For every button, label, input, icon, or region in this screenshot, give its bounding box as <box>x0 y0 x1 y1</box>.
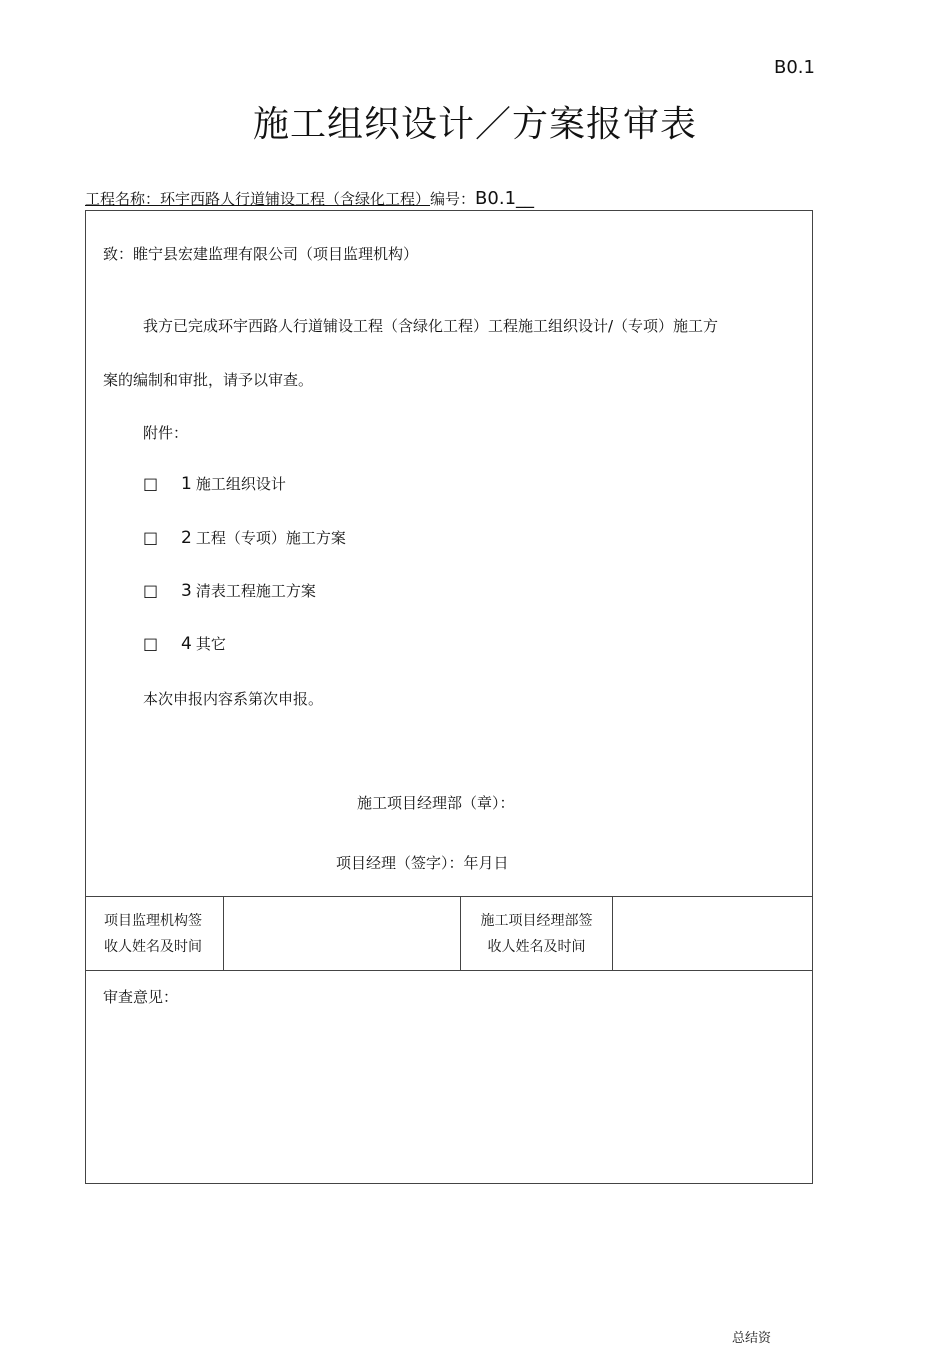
contractor-receipt-field[interactable] <box>613 897 812 970</box>
attachment-text: 清表工程施工方案 <box>195 582 316 600</box>
attachment-label <box>181 527 346 548</box>
submission-note: 本次申报内容系第次申报。 <box>143 690 324 708</box>
project-line <box>85 188 534 209</box>
supervisor-receipt-label: 项目监理机构签 收人姓名及时间 <box>104 913 202 955</box>
form-code: B0.1 <box>774 57 815 78</box>
attachment-label <box>181 580 316 601</box>
attachments-label: 附件： <box>143 424 189 442</box>
checkbox-icon[interactable]: □ <box>143 581 159 600</box>
supervisor-receipt-field[interactable] <box>224 897 460 970</box>
attachment-number: 3 <box>181 581 192 601</box>
attachment-number: 1 <box>181 474 192 494</box>
attachment-number: 2 <box>181 528 192 548</box>
attachment-text: 工程（专项）施工方案 <box>195 529 346 547</box>
attachment-label <box>181 473 286 494</box>
attachment-text: 其它 <box>195 635 226 653</box>
attachment-label <box>181 633 226 654</box>
contractor-receipt-label: 施工项目经理部签 收人姓名及时间 <box>480 913 593 955</box>
addressee-line: 致：睢宁县宏建监理有限公司（项目监理机构） <box>103 245 419 263</box>
review-label: 审查意见： <box>103 988 179 1006</box>
checkbox-icon[interactable]: □ <box>143 474 159 493</box>
project-name: 环宇西路人行道铺设工程（含绿化工程） <box>160 190 431 208</box>
review-field[interactable] <box>86 1011 812 1181</box>
number-label: 编号： <box>430 190 476 208</box>
project-label: 工程名称： <box>85 190 161 208</box>
attachment-number: 4 <box>181 634 192 654</box>
dept-seal-line: 施工项目经理部（章）： <box>357 794 515 812</box>
footer-text: 总结资 <box>732 1331 772 1346</box>
divider-line <box>86 970 812 971</box>
manager-sign-line: 项目经理（签字）：年月日 <box>336 854 509 872</box>
number-value: B0.1__ <box>475 188 535 209</box>
statement-line-1: 我方已完成环宇西路人行道铺设工程（含绿化工程）工程施工组织设计/（专项）施工方 <box>143 317 719 335</box>
statement-line-2: 案的编制和审批，请予以审查。 <box>103 371 314 389</box>
form-table <box>85 210 813 1184</box>
checkbox-icon[interactable]: □ <box>143 634 159 653</box>
checkbox-icon[interactable]: □ <box>143 528 159 547</box>
page-title: 施工组织设计／方案报审表 <box>252 104 697 145</box>
attachment-text: 施工组织设计 <box>195 475 286 493</box>
